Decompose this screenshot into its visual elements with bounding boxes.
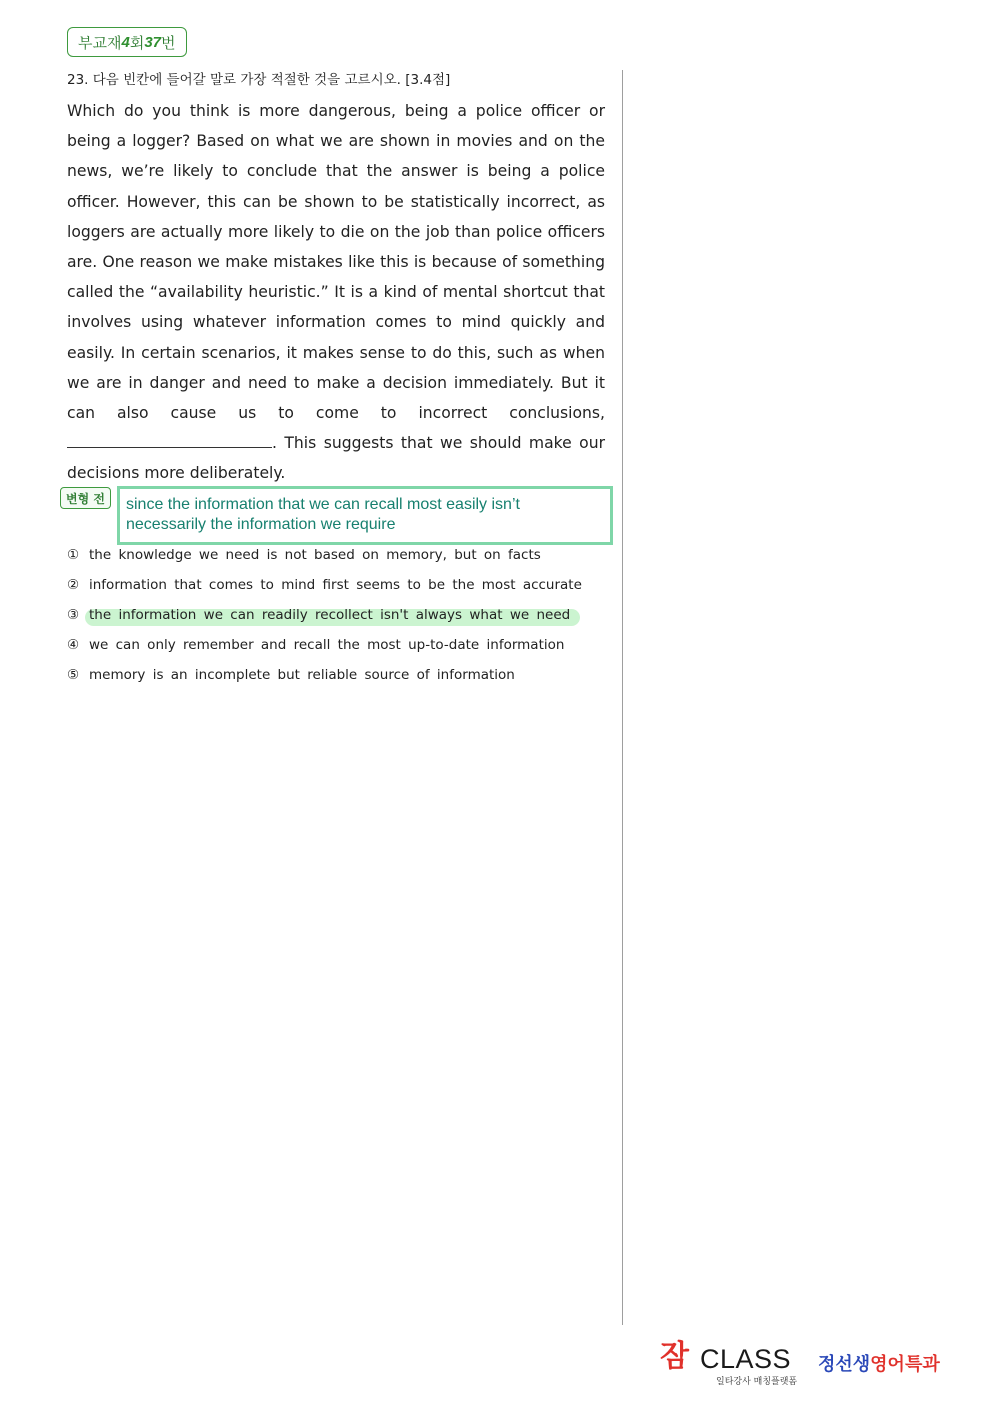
brand-name (818, 1350, 940, 1376)
source-tag-number: 37 (144, 33, 162, 51)
answer-options (67, 540, 612, 690)
option-number: ① (67, 547, 80, 563)
source-tag-mid: 회 (129, 34, 145, 52)
column-divider (622, 70, 623, 1325)
option-text-highlighted: the information we can readily recollect isn't always what we need (85, 607, 574, 623)
source-tag-suffix: 번 (161, 34, 176, 52)
passage (67, 96, 605, 489)
option-number: ③ (67, 607, 80, 623)
brand-name-part2: 영어특과 (870, 1354, 940, 1375)
option-text: the knowledge we need is not based on memory, but on facts (89, 547, 541, 563)
option-text: we can only remember and recall the most up-to-date information (89, 637, 565, 653)
option-number: ⑤ (67, 667, 80, 683)
option-4[interactable] (67, 630, 612, 660)
source-tag-round: 4 (121, 33, 130, 51)
logo-subtitle: 일타강사 매칭플랫폼 (716, 1377, 798, 1387)
logo-mark: 잠 (660, 1339, 689, 1374)
option-number: ② (67, 577, 80, 593)
footer-logo (660, 1339, 940, 1390)
logo-class-text: CLASS (700, 1344, 792, 1374)
source-tag-prefix: 부교재 (78, 34, 122, 52)
question-header: 23. 다음 빈칸에 들어갈 말로 가장 적절한 것을 고르시오. [3.4점] (67, 72, 451, 88)
option-1[interactable] (67, 540, 612, 570)
passage-text-1: Which do you think is more dangerous, being a police officer or being a logger? Based on what we are shown in movies and on the news, we’re likely to conclude that the answer is being a police officer. However, this can be shown to be statistically incorrect, as loggers are actually more likely to die on the job than police officers are. One reason we make mistakes like this is because of something called the “availability heuristic.” It is a kind of mental shortcut that involves using whatever information comes to mind quickly and easily. In certain scenarios, it makes sense to do this, such as when we are in danger and need to make a decision immediately. But it can also cause us to come to incorrect conclusions, (67, 102, 605, 423)
passage-text-2: . This suggests that we should make our decisions more deliberately. (67, 434, 605, 483)
option-text: information that comes to mind first seems to be the most accurate (89, 577, 582, 593)
option-3[interactable] (67, 600, 612, 630)
option-text: memory is an incomplete but reliable source of information (89, 667, 515, 683)
brand-name-part1: 정선생 (818, 1354, 871, 1375)
before-change-text: since the information that we can recall most easily isn’t necessarily the information we require (126, 496, 520, 533)
option-number: ④ (67, 637, 80, 653)
before-change-box (117, 486, 613, 545)
answer-blank (67, 432, 272, 448)
before-change-badge: 변형 전 (60, 487, 111, 509)
option-5[interactable] (67, 660, 612, 690)
source-tag (67, 27, 187, 57)
option-2[interactable] (67, 570, 612, 600)
